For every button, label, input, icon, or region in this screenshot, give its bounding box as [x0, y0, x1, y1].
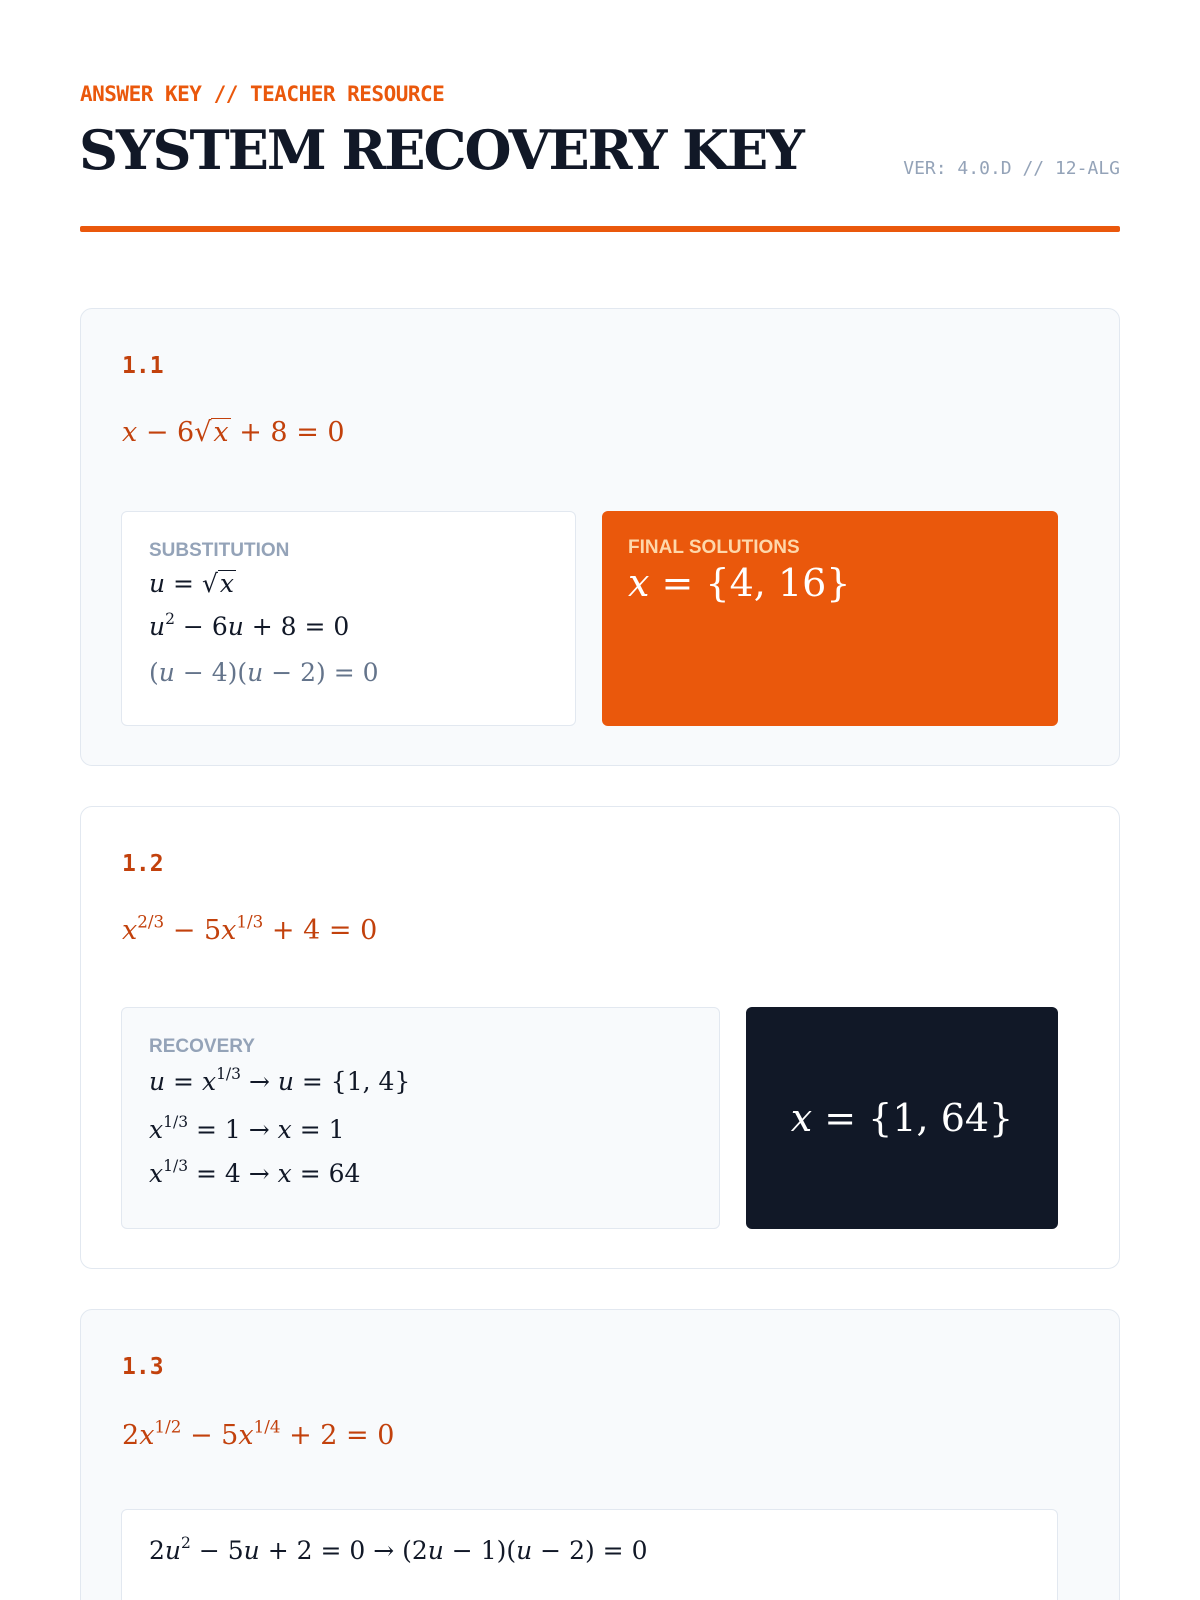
problem-card: [80, 806, 1120, 1269]
problem-number: 1.2: [122, 851, 164, 877]
work-box: [121, 1509, 1058, 1600]
problem-number: 1.1: [122, 353, 164, 379]
box-label: RECOVERY: [149, 1036, 255, 1057]
problem-card: [80, 308, 1120, 766]
page-kicker: ANSWER KEY // TEACHER RESOURCE: [80, 82, 445, 106]
solution-value: x = {4, 16}: [628, 561, 851, 605]
step-line: $x^{1/3} = 4 \to x = 64$: [149, 1157, 361, 1188]
step-line: $u^2 - 6u + 8 = 0$: [149, 610, 350, 641]
substitution-box: [121, 511, 576, 726]
header-rule: [80, 226, 1120, 232]
problem-number: 1.3: [122, 1354, 164, 1380]
step-line: $2u^2 - 5u + 2 = 0 \to (2u - 1)(u - 2) = 0$: [149, 1534, 648, 1565]
step-line: u = √x: [149, 569, 234, 598]
recovery-box: [121, 1007, 720, 1229]
final-solution-box: [602, 511, 1058, 726]
problem-equation: x − 6√x + 8 = 0: [122, 417, 345, 448]
page-title: SYSTEM RECOVERY KEY: [79, 118, 803, 182]
box-label: SUBSTITUTION: [149, 540, 290, 561]
problem-equation: $2x^{1/2} - 5x^{1/4} + 2 = 0$: [122, 1416, 395, 1451]
solution-value: x = {1, 64}: [790, 1096, 1014, 1140]
problem-card: [80, 1309, 1120, 1600]
step-line: (u − 4)(u − 2) = 0: [149, 658, 379, 687]
step-line: $x^{1/3} = 1 \to x = 1$: [149, 1113, 345, 1144]
problem-equation: $x^{2/3} - 5x^{1/3} + 4 = 0$: [122, 911, 378, 946]
box-label: FINAL SOLUTIONS: [628, 537, 800, 558]
version-label: VER: 4.0.D // 12-ALG: [903, 158, 1120, 179]
step-line: $u = x^{1/3} \to u = \{1$, 4}: [149, 1065, 411, 1096]
final-solution-box: [746, 1007, 1058, 1229]
